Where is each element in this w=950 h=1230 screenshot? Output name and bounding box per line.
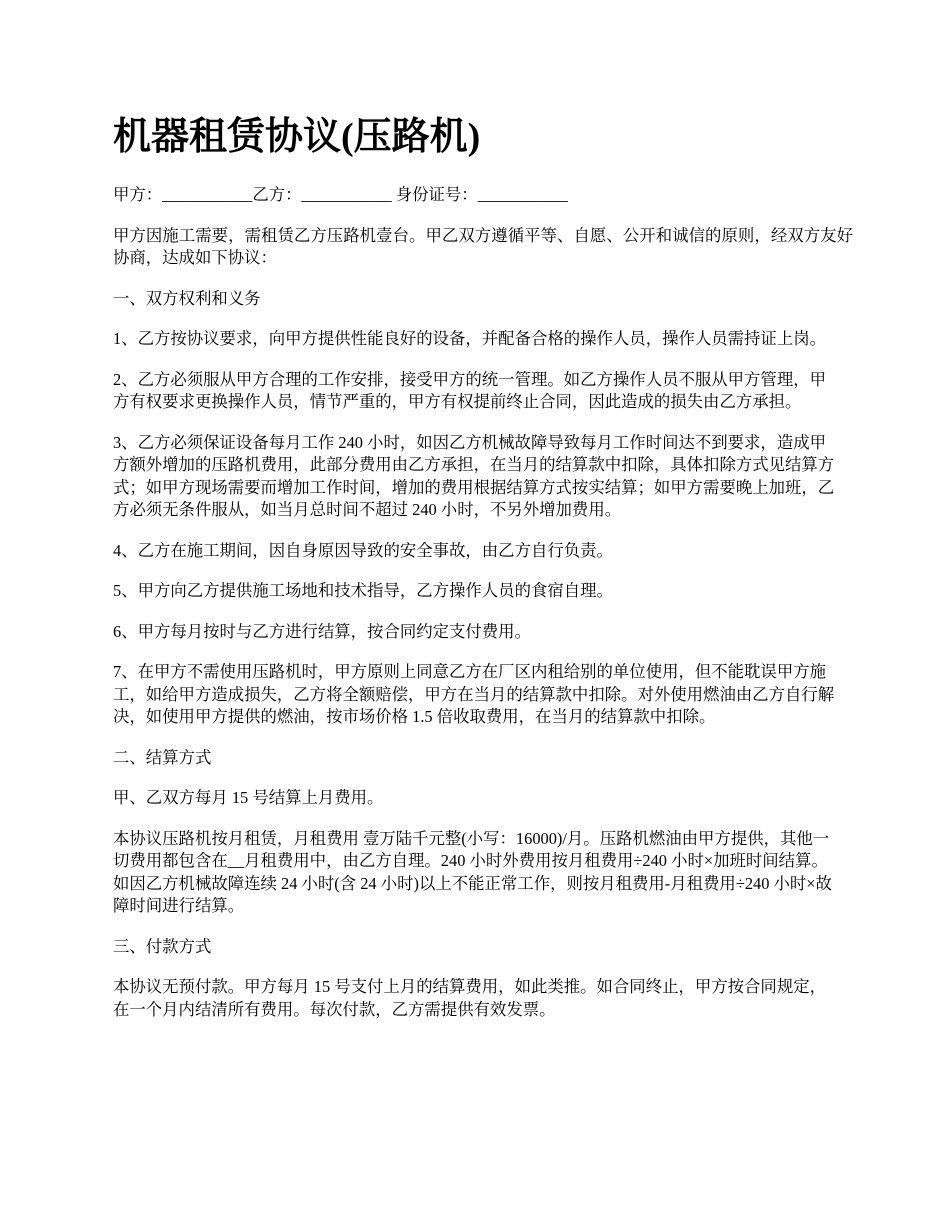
clause-2: 2、乙方必须服从甲方合理的工作安排，接受甲方的统一管理。如乙方操作人员不服从甲方管理，甲方有权要求更换操作人员，情节严重的，甲方有权提前终止合同，因此造成的损失由乙方承担。 [113,369,826,411]
document-page [113,112,858,1039]
section-heading-rights: 一、双方权利和义务 [113,288,261,308]
section-heading-payment: 三、付款方式 [113,936,212,956]
clause-3: 3、乙方必须保证设备每月工作 240 小时，如因乙方机械故障导致每月工作时间达不到要求，造成甲方额外增加的压路机费用，此部分费用由乙方承担，在当月的结算款中扣除，具体扣除方式见结算方式；如甲方现场需要而增加工作时间，增加的费用根据结算方式按实结算；如甲方需要晚上加班，乙方必须无条件服从，如当月总时间不超过 240 小时，不另外增加费用。 [113,432,835,519]
clause-1: 1、乙方按协议要求，向甲方提供性能良好的设备，并配备合格的操作人员，操作人员需持证上岗。 [113,329,826,348]
parties-line: 甲方：___________乙方：___________ 身份证号：___________ [113,185,568,204]
document-title: 机器租赁协议(压路机) [113,116,481,158]
payment-detail: 本协议无预付款。甲方每月 15 号支付上月的结算费用，如此类推。如合同终止，甲方按合同规定，在一个月内结清所有费用。每次付款，乙方需提供有效发票。 [113,977,826,1019]
clause-6: 6、甲方每月按时与乙方进行结算，按合同约定支付费用。 [113,621,531,641]
section-heading-settlement: 二、结算方式 [113,747,212,767]
clause-4: 4、乙方在施工期间，因自身原因导致的安全事故，由乙方自行负责。 [113,540,613,560]
clause-7: 7、在甲方不需使用压路机时，甲方原则上同意乙方在厂区内租给别的单位使用，但不能耽误甲方施工，如给甲方造成损失，乙方将全额赔偿，甲方在当月的结算款中扣除。对外使用燃油由乙方自行解决，如使用甲方提供的燃油，按市场价格 1.5 倍收取费用，在当月的结算款中扣除。 [113,662,835,726]
settlement-detail: 本协议压路机按月租赁，月租费用 壹万陆千元整(小写：16000)/月。压路机燃油由甲方提供，其他一切费用都包含在__月租费用中，由乙方自理。240 小时外费用按月租费用÷240 小时×加班时间结算。如因乙方机械故障连续 24 小时(含 24 小时)以上不能正常工作，则按月租费用-月租费用÷240 小时×故障时间进行结算。 [113,828,832,915]
clause-5: 5、甲方向乙方提供施工场地和技术指导，乙方操作人员的食宿自理。 [113,581,613,600]
settlement-date: 甲、乙双方每月 15 号结算上月费用。 [113,788,384,807]
intro-paragraph: 甲方因施工需要，需租赁乙方压路机壹台。甲乙双方遵循平等、自愿、公开和诚信的原则，经双方友好协商，达成如下协议： [113,225,853,267]
